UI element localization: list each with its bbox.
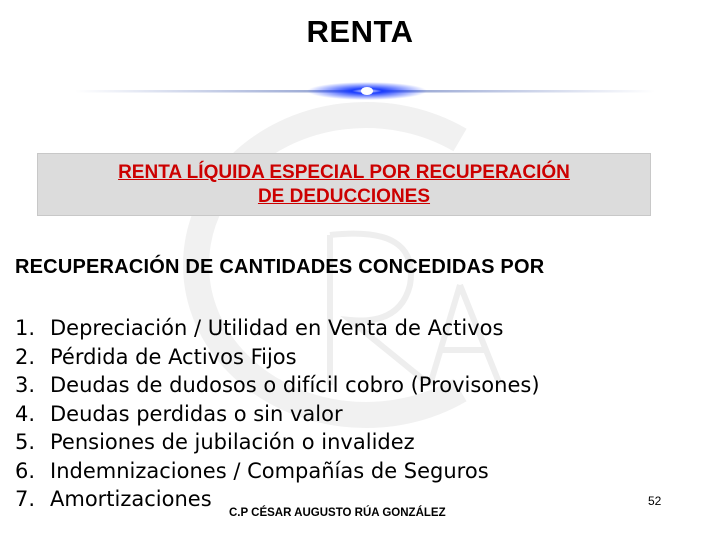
item-text: Deudas de dudosos o difícil cobro (Provisones)	[50, 373, 540, 397]
slide-title: RENTA	[306, 14, 414, 49]
list-item	[15, 343, 540, 372]
list-item	[15, 400, 540, 429]
item-text: Deudas perdidas o sin valor	[50, 401, 343, 426]
item-text: Indemnizaciones / Compañías de Seguros	[50, 458, 489, 483]
item-text: Amortizaciones	[50, 487, 212, 511]
list-item	[15, 428, 540, 457]
item-number: 7.	[15, 487, 36, 511]
list-item	[15, 314, 540, 343]
section-heading: RECUPERACIÓN DE CANTIDADES CONCEDIDAS POR	[15, 256, 545, 278]
title-divider	[75, 80, 655, 104]
list-item	[15, 371, 540, 400]
recovery-items-list	[15, 314, 540, 514]
list-item	[15, 457, 540, 486]
author-footer: C.P CÉSAR AUGUSTO RÚA GONZÁLEZ	[229, 507, 446, 519]
item-text: Depreciación / Utilidad en Venta de Activos	[50, 316, 504, 340]
item-text: Pérdida de Activos Fijos	[50, 344, 297, 369]
item-number: 2.	[15, 344, 36, 369]
subtitle-line-2: DE DEDUCCIONES	[257, 186, 431, 207]
item-number: 4.	[15, 401, 36, 426]
page-number: 52	[648, 494, 662, 508]
subtitle-box	[37, 153, 651, 216]
subtitle-line-1: RENTA LÍQUIDA ESPECIAL POR RECUPERACIÓN	[118, 162, 570, 183]
item-number: 1.	[15, 316, 36, 340]
item-number: 6.	[15, 458, 36, 483]
item-number: 5.	[15, 430, 36, 454]
item-number: 3.	[15, 373, 36, 397]
item-text: Pensiones de jubilación o invalidez	[50, 430, 415, 454]
